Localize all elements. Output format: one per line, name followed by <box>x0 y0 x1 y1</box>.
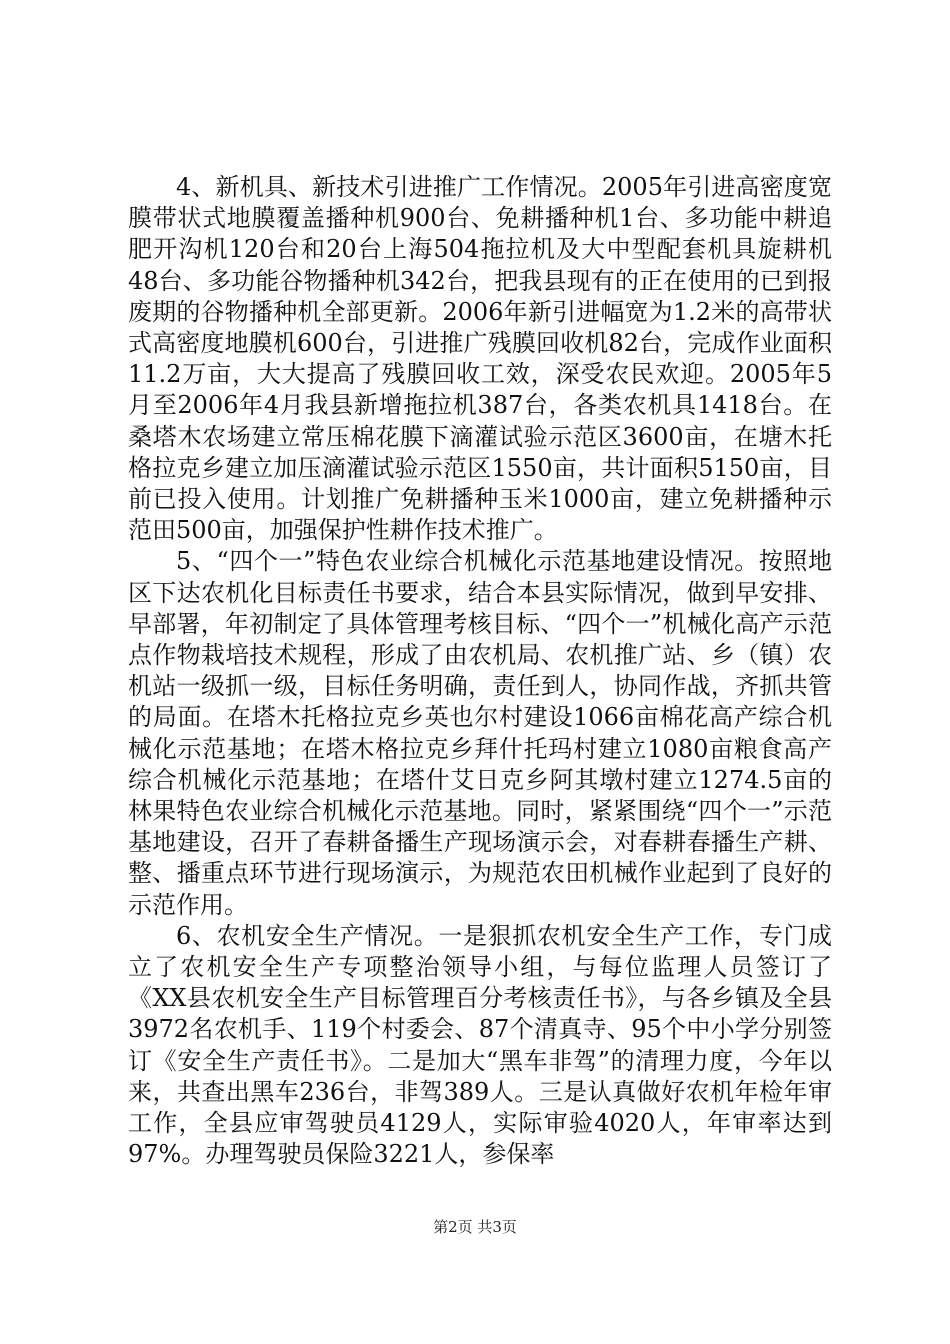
document-body <box>128 172 832 1171</box>
paragraph-safety-production: 6、农机安全生产情况。一是狠抓农机安全生产工作，专门成立了农机安全生产专项整治领导小组，与每位监理人员签订了《XX县农机安全生产目标管理百分考核责任书》，与各乡镇及全县3972名农机手、119个村委会、87个清真寺、95个中小学分别签订《安全生产责任书》。二是加大“黑车非驾”的清理力度，今年以来，共查出黑车236台，非驾389人。三是认真做好农机年检年审工作，全县应审驾驶员4129人，实际审验4020人，年审率达到97%。办理驾驶员保险3221人，参保率 <box>128 921 832 1169</box>
page-number-footer: 第2页 共3页 <box>433 1218 517 1236</box>
paragraph-demonstration-base: 5、“四个一”特色农业综合机械化示范基地建设情况。按照地区下达农机化目标责任书要求，结合本县实际情况，做到早安排、早部署，年初制定了具体管理考核目标、“四个一”机械化高产示范点作物栽培技术规程，形成了由农机局、农机推广站、乡（镇）农机站一级抓一级，目标任务明确，责任到人，协同作战，齐抓共管的局面。在塔木托格拉克乡英也尔村建设1066亩棉花高产综合机械化示范基地；在塔木格拉克乡拜什托玛村建立1080亩粮食高产综合机械化示范基地；在塔什艾日克乡阿其墩村建立1274.5亩的林果特色农业综合机械化示范基地。同时，紧紧围绕“四个一”示范基地建设，召开了春耕备播生产现场演示会，对春耕春播生产耕、整、播重点环节进行现场演示，为规范农田机械作业起到了良好的示范作用。 <box>128 547 832 919</box>
paragraph-new-machinery: 4、新机具、新技术引进推广工作情况。2005年引进高密度宽膜带状式地膜覆盖播种机900台、免耕播种机1台、多功能中耕追肥开沟机120台和20台上海504拖拉机及大中型配套机具旋耕机48台、多功能谷物播种机342台，把我县现有的正在使用的已到报废期的谷物播种机全部更新。2006年新引进幅宽为1.2米的高带状式高密度地膜机600台，引进推广残膜回收机82台，完成作业面积11.2万亩，大大提高了残膜回收工效，深受农民欢迎。2005年5月至2006年4月我县新增拖拉机387台，各类农机具1418台。在桑塔木农场建立常压棉花膜下滴灌试验示范区3600亩，在塘木托格拉克乡建立加压滴灌试验示范区1550亩，共计面积5150亩，目前已投入使用。计划推广免耕播种玉米1000亩，建立免耕播种示范田500亩，加强保护性耕作技术推广。 <box>128 173 832 545</box>
